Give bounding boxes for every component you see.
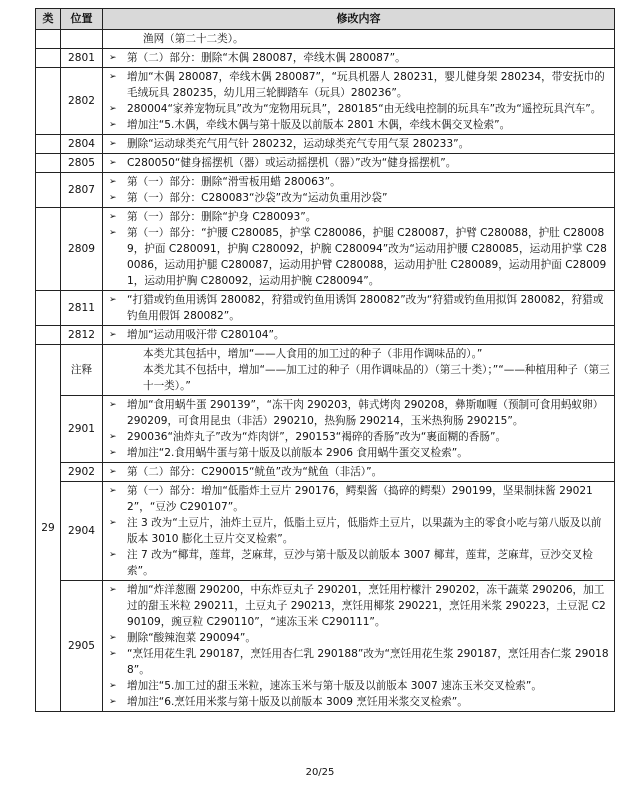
line-text: 第（二）部分：C290015“鱿鱼”改为“鱿鱼（非活）”。 <box>127 466 383 478</box>
content-line <box>109 101 610 117</box>
table-row <box>36 482 615 581</box>
content-cell <box>103 68 615 135</box>
position-cell: 2904 <box>61 482 103 581</box>
arrow-bullet-icon: ➢ <box>109 585 117 595</box>
header-content: 修改内容 <box>103 9 615 30</box>
content-cell <box>103 30 615 49</box>
line-text: 第（一）部分：删除“滑雪板用蜡 280063”。 <box>127 176 341 188</box>
table-row <box>36 291 615 326</box>
content-cell <box>103 173 615 208</box>
table-row <box>36 173 615 208</box>
table-row <box>36 154 615 173</box>
content-line <box>109 190 610 206</box>
line-text: 本类尤其包括中，增加“——人食用的加工过的种子（非用作调味品的）。” <box>143 348 483 360</box>
line-text: 增加注“2.食用蜗牛蛋与第十版及以前版本 2906 食用蜗牛蛋交叉检索”。 <box>127 447 468 459</box>
content-line <box>109 69 610 101</box>
content-cell <box>103 49 615 68</box>
arrow-bullet-icon: ➢ <box>109 177 117 187</box>
header-position: 位置 <box>61 9 103 30</box>
content-line <box>109 694 610 710</box>
line-text: 增加“木偶 280087，牵线木偶 280087”，“玩具机器人 280231，婴儿健身架 280234，带安抚巾的毛绒玩具 280235，幼儿用三轮脚踏车（玩具）280236”。 <box>127 71 605 99</box>
arrow-bullet-icon: ➢ <box>109 649 117 659</box>
line-text: 删除“运动球类充气用气针 280232，运动球类充气专用气泵 280233”。 <box>127 138 470 150</box>
arrow-bullet-icon: ➢ <box>109 158 117 168</box>
arrow-bullet-icon: ➢ <box>109 212 117 222</box>
content-cell <box>103 482 615 581</box>
content-line <box>109 117 610 133</box>
content-cell <box>103 291 615 326</box>
content-cell <box>103 326 615 345</box>
position-cell: 2812 <box>61 326 103 345</box>
arrow-bullet-icon: ➢ <box>109 518 117 528</box>
table-row <box>36 49 615 68</box>
arrow-bullet-icon: ➢ <box>109 400 117 410</box>
content-line <box>109 646 610 678</box>
arrow-bullet-icon: ➢ <box>109 432 117 442</box>
content-cell <box>103 463 615 482</box>
line-text: 增加注“5.加工过的甜玉米粒，速冻玉米与第十版及以前版本 3007 速冻玉米交叉检索”。 <box>127 680 542 692</box>
content-line <box>109 209 610 225</box>
content-line <box>109 362 610 394</box>
position-cell: 2905 <box>61 581 103 712</box>
line-text: 渔网（第二十二类）。 <box>143 33 244 45</box>
position-cell: 2902 <box>61 463 103 482</box>
table-row <box>36 326 615 345</box>
arrow-bullet-icon: ➢ <box>109 448 117 458</box>
position-cell: 2901 <box>61 396 103 463</box>
line-text: 第（二）部分：删除“木偶 280087，牵线木偶 280087”。 <box>127 52 406 64</box>
line-text: 290036“油炸丸子”改为“炸肉饼”，290153“褐碎的香肠”改为“裹面糊的香肠”。 <box>127 431 507 443</box>
category-cell <box>36 49 61 68</box>
line-text: 第（一）部分：删除“护身 C280093”。 <box>127 211 317 223</box>
content-line <box>109 483 610 515</box>
content-line <box>109 464 610 480</box>
position-cell: 注释 <box>61 345 103 396</box>
arrow-bullet-icon: ➢ <box>109 330 117 340</box>
arrow-bullet-icon: ➢ <box>109 295 117 305</box>
line-text: 本类尤其不包括中，增加“——加工过的种子（用作调味品的）（第三十类）；”“——种植用种子（第三十一类）。” <box>143 364 610 392</box>
page-number: 20/25 <box>305 767 335 778</box>
arrow-bullet-icon: ➢ <box>109 633 117 643</box>
position-cell: 2809 <box>61 208 103 291</box>
line-text: “烹饪用花生乳 290187，烹饪用杏仁乳 290188”改为“烹饪用花生浆 290187，烹饪用杏仁浆 290188”。 <box>127 648 609 676</box>
arrow-bullet-icon: ➢ <box>109 193 117 203</box>
table-row <box>36 30 615 49</box>
content-line <box>109 225 610 289</box>
arrow-bullet-icon: ➢ <box>109 72 117 82</box>
category-cell <box>36 135 61 154</box>
position-cell: 2804 <box>61 135 103 154</box>
line-text: 注 7 改为“椰茸，莲茸，芝麻茸，豆沙与第十版及以前版本 3007 椰茸，莲茸，芝麻茸，豆沙交叉检索”。 <box>127 549 593 577</box>
arrow-bullet-icon: ➢ <box>109 139 117 149</box>
table-row <box>36 581 615 712</box>
line-text: 增加“运动用吸汗带 C280104”。 <box>127 329 285 341</box>
amendment-table <box>35 8 615 712</box>
table-row <box>36 208 615 291</box>
header-category: 类 <box>36 9 61 30</box>
content-line <box>109 136 610 152</box>
table-body <box>36 30 615 712</box>
arrow-bullet-icon: ➢ <box>109 681 117 691</box>
position-cell: 2811 <box>61 291 103 326</box>
table-row <box>36 463 615 482</box>
line-text: “打猎或钓鱼用诱饵 280082，狩猎或钓鱼用诱饵 280082”改为“狩猎或钓鱼用拟饵 280082，狩猎或钓鱼用假饵 280082”。 <box>127 294 604 322</box>
category-cell <box>36 326 61 345</box>
table-row <box>36 396 615 463</box>
content-line <box>109 678 610 694</box>
line-text: 删除“酸辣泡菜 290094”。 <box>127 632 256 644</box>
line-text: 第（一）部分：增加“低脂炸土豆片 290176，鳄梨酱（捣碎的鳄梨）290199，坚果制抹酱 290212”，“豆沙 C290107”。 <box>127 485 593 513</box>
content-line <box>109 155 610 171</box>
position-cell: 2807 <box>61 173 103 208</box>
content-line <box>109 429 610 445</box>
position-cell <box>61 30 103 49</box>
line-text: 增加注“6.烹饪用米浆与第十版及以前版本 3009 烹饪用米浆交叉检索”。 <box>127 696 468 708</box>
arrow-bullet-icon: ➢ <box>109 486 117 496</box>
arrow-bullet-icon: ➢ <box>109 228 117 238</box>
category-cell <box>36 30 61 49</box>
content-line <box>109 445 610 461</box>
content-line <box>109 515 610 547</box>
arrow-bullet-icon: ➢ <box>109 104 117 114</box>
line-text: 增加“食用蜗牛蛋 290139”，“冻干肉 290203，韩式烤肉 290208，彝斯咖喱（预制可食用蚂蚁卵）290209，可食用昆虫（非活）290210，热狗肠 290214，玉米热狗肠 290215”。 <box>127 399 604 427</box>
content-line <box>109 346 610 362</box>
category-cell <box>36 291 61 326</box>
table-row <box>36 135 615 154</box>
line-text: 增加注“5.木偶，牵线木偶与第十版及以前版本 2801 木偶，牵线木偶交叉检索”。 <box>127 119 511 131</box>
category-cell <box>36 173 61 208</box>
content-line <box>109 397 610 429</box>
position-cell: 2805 <box>61 154 103 173</box>
category-cell <box>36 208 61 291</box>
content-line <box>109 292 610 324</box>
line-text: 280004“家养宠物玩具”改为“宠物用玩具”，280185“由无线电控制的玩具车”改为“遥控玩具汽车”。 <box>127 103 602 115</box>
content-line <box>109 174 610 190</box>
line-text: 注 3 改为“土豆片，油炸土豆片，低脂土豆片，低脂炸土豆片，以果蔬为主的零食小吃与第八版及以前版本 3010 膨化土豆片交叉检索”。 <box>127 517 602 545</box>
category-cell: 29 <box>36 345 61 712</box>
table-row <box>36 345 615 396</box>
arrow-bullet-icon: ➢ <box>109 697 117 707</box>
arrow-bullet-icon: ➢ <box>109 120 117 130</box>
content-line <box>109 327 610 343</box>
line-text: 增加“炸洋葱圈 290200，中东炸豆丸子 290201，烹饪用柠檬汁 290202，冻干蔬菜 290206，加工过的甜玉米粒 290211，土豆丸子 290213，烹饪用椰浆 290221，烹饪用米浆 290223，土豆泥 C290109，豌豆粒 C290110”，“速冻玉米 C290111”。 <box>127 584 606 628</box>
content-line <box>109 630 610 646</box>
line-text: 第（一）部分：“护腰 C280085，护掌 C280086，护腿 C280087，护臂 C280088，护肚 C280089，护面 C280091，护胸 C280092，护腕 C280094”改为“运动用护腰 C280085，运动用护掌 C280086，运动用护腿 C280087，运动用护臂 C280088，运动用护肚 C280089，运动用护面 C280091，运动用护胸 C280092，运动用护腕 C280094”。 <box>127 227 607 287</box>
content-cell <box>103 345 615 396</box>
arrow-bullet-icon: ➢ <box>109 467 117 477</box>
content-line <box>109 50 610 66</box>
position-cell: 2801 <box>61 49 103 68</box>
table-row <box>36 68 615 135</box>
position-cell: 2802 <box>61 68 103 135</box>
line-text: C280050“健身摇摆机（器）或运动摇摆机（器）”改为“健身摇摆机”。 <box>127 157 457 169</box>
content-cell <box>103 135 615 154</box>
content-line <box>109 31 610 47</box>
arrow-bullet-icon: ➢ <box>109 550 117 560</box>
table-header-row <box>36 9 615 30</box>
content-line <box>109 582 610 630</box>
content-cell <box>103 396 615 463</box>
content-cell <box>103 154 615 173</box>
category-cell <box>36 68 61 135</box>
content-cell <box>103 581 615 712</box>
content-cell <box>103 208 615 291</box>
content-line <box>109 547 610 579</box>
line-text: 第（一）部分：C280083“沙袋”改为“运动负重用沙袋” <box>127 192 388 204</box>
arrow-bullet-icon: ➢ <box>109 53 117 63</box>
category-cell <box>36 154 61 173</box>
